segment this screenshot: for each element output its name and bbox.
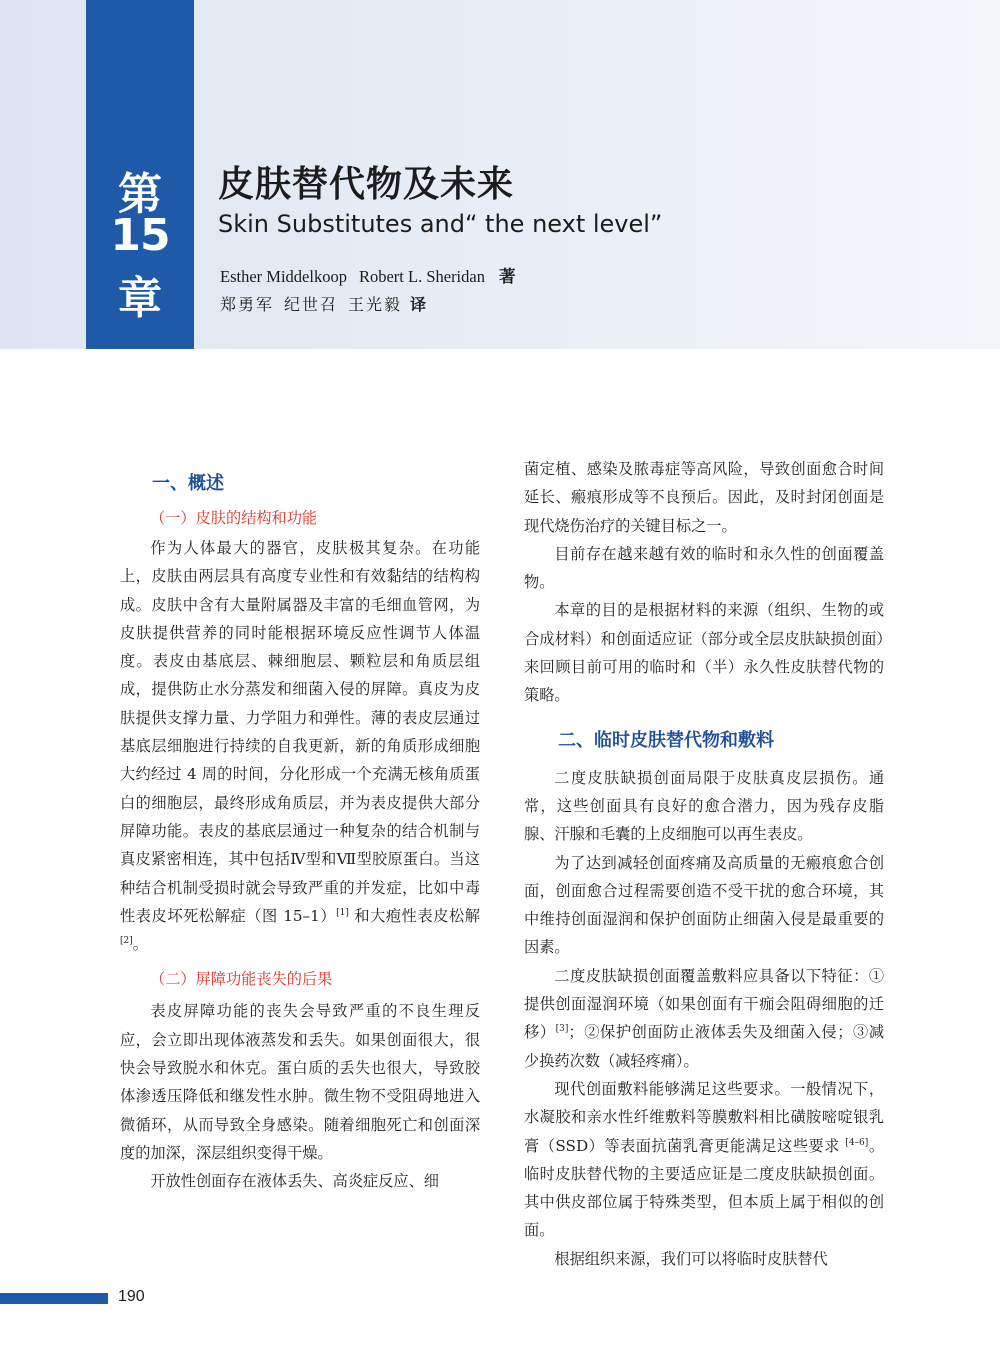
citation: [2] [120, 936, 133, 947]
translator-role: 译 [410, 295, 429, 314]
citation: [3] [555, 1024, 569, 1035]
chapter-tab [86, 0, 194, 349]
paragraph: 作为人体最大的器官，皮肤极其复杂。在功能上，皮肤由两层具有高度专业性和有效黏结的结构构成。皮肤中含有大量附属器及丰富的毛细血管网，为皮肤提供营养的同时能根据环境反应性调节人体温度。表皮由基底层、棘细胞层、颗粒层和角质层组成，提供防止水分蒸发和细菌入侵的屏障。真皮为皮肤提供支撑力量、力学阻力和弹性。薄的表皮层通过基底层细胞进行持续的自我更新，新的角质形成细胞大约经过 4 周的时间，分化形成一个充满无核角质蛋白的细胞层，最终形成角质层，并为表皮提供大部分屏障功能。表皮的基底层通过一种复杂的结合机制与真皮紧密相连，其中包括Ⅳ型和Ⅶ型胶原蛋白。当这种结合机制受损时就会导致严重的并发症，比如中毒性表皮坏死松解症（图 15–1）[1] 和大疱性表皮松解 [2]。 [120, 539, 480, 954]
paragraph: 根据组织来源，我们可以将临时皮肤替代 [554, 1249, 828, 1268]
left-column [120, 455, 480, 1196]
paragraph: 二度皮肤缺损创面覆盖敷料应具备以下特征：①提供创面湿润环境（如果创面有干痂会阻碍细胞的迁移）[3]；②保护创面防止液体丢失及细菌入侵；③减少换药次数（减轻疼痛）。 [524, 966, 884, 1070]
paragraph: 目前存在越来越有效的临时和永久性的创面覆盖物。 [524, 544, 884, 592]
subsection-heading-structure: （一）皮肤的结构和功能 [150, 509, 318, 527]
author-name: Esther Middelkoop [220, 267, 347, 286]
chapter-label-di: 第 [118, 169, 162, 220]
translators-line [220, 292, 428, 315]
paragraph: 二度皮肤缺损创面局限于皮肤真皮层损伤。通常，这些创面具有良好的愈合潜力，因为残存皮脂腺、汗腺和毛囊的上皮细胞可以再生表皮。 [524, 768, 884, 844]
paragraph: 菌定植、感染及脓毒症等高风险，导致创面愈合时间延长、瘢痕形成等不良预后。因此，及时封闭创面是现代烧伤治疗的关键目标之一。 [524, 460, 884, 535]
chapter-title-zh: 皮肤替代物及未来 [218, 164, 515, 205]
footer-accent-bar [0, 1293, 108, 1304]
paragraph: 本章的目的是根据材料的来源（组织、生物的或合成材料）和创面适应证（部分或全层皮肤缺损创面）来回顾目前可用的临时和（半）永久性皮肤替代物的策略。 [524, 601, 884, 705]
citation: [1] [336, 907, 349, 918]
paragraph: 表皮屏障功能的丧失会导致严重的不良生理反应，会立即出现体液蒸发和丢失。如果创面很大，很快会导致脱水和休克。蛋白质的丢失也很大，导致胶体渗透压降低和继发性水肿。微生物不受阻碍地进入微循环，从而导致全身感染。随着细胞死亡和创面深度的加深，深层组织变得干燥。 [120, 1002, 480, 1162]
subsection-heading-barrier: （二）屏障功能丧失的后果 [150, 970, 333, 989]
paragraph: 开放性创面存在液体丢失、高炎症反应、细 [150, 1172, 439, 1191]
section-heading-temporary: 二、临时皮肤替代物和敷料 [558, 729, 774, 751]
section-heading-overview: 一、概述 [152, 473, 224, 494]
translator-name: 纪世召 [284, 295, 339, 314]
authors-line [220, 263, 515, 287]
chapter-number: 15 [110, 210, 170, 261]
paragraph: 现代创面敷料能够满足这些要求。一般情况下，水凝胶和亲水性纤维敷料等膜敷料相比磺胺嘧啶银乳膏（SSD）等表面抗菌乳膏更能满足这些要求 [4–6]。临时皮肤替代物的主要适应证是二度皮肤缺损创面。其中供皮部位属于特殊类型，但本质上属于相似的创面。 [524, 1079, 885, 1240]
citation: [4–6] [845, 1137, 869, 1148]
page-number: 190 [118, 1288, 145, 1305]
chapter-title-en: Skin Substitutes and“ the next level” [218, 210, 663, 238]
paragraph: 为了达到减轻创面疼痛及高质量的无瘢痕愈合创面，创面愈合过程需要创造不受干扰的愈合环境，其中维持创面湿润和保护创面防止细菌入侵是最重要的因素。 [524, 853, 884, 957]
translator-name: 郑勇军 [220, 295, 275, 314]
author-role: 著 [498, 267, 516, 286]
translator-name: 王光毅 [348, 295, 403, 314]
author-name: Robert L. Sheridan [358, 267, 485, 286]
right-column [524, 455, 884, 1273]
chapter-label-zhang: 章 [118, 273, 162, 324]
